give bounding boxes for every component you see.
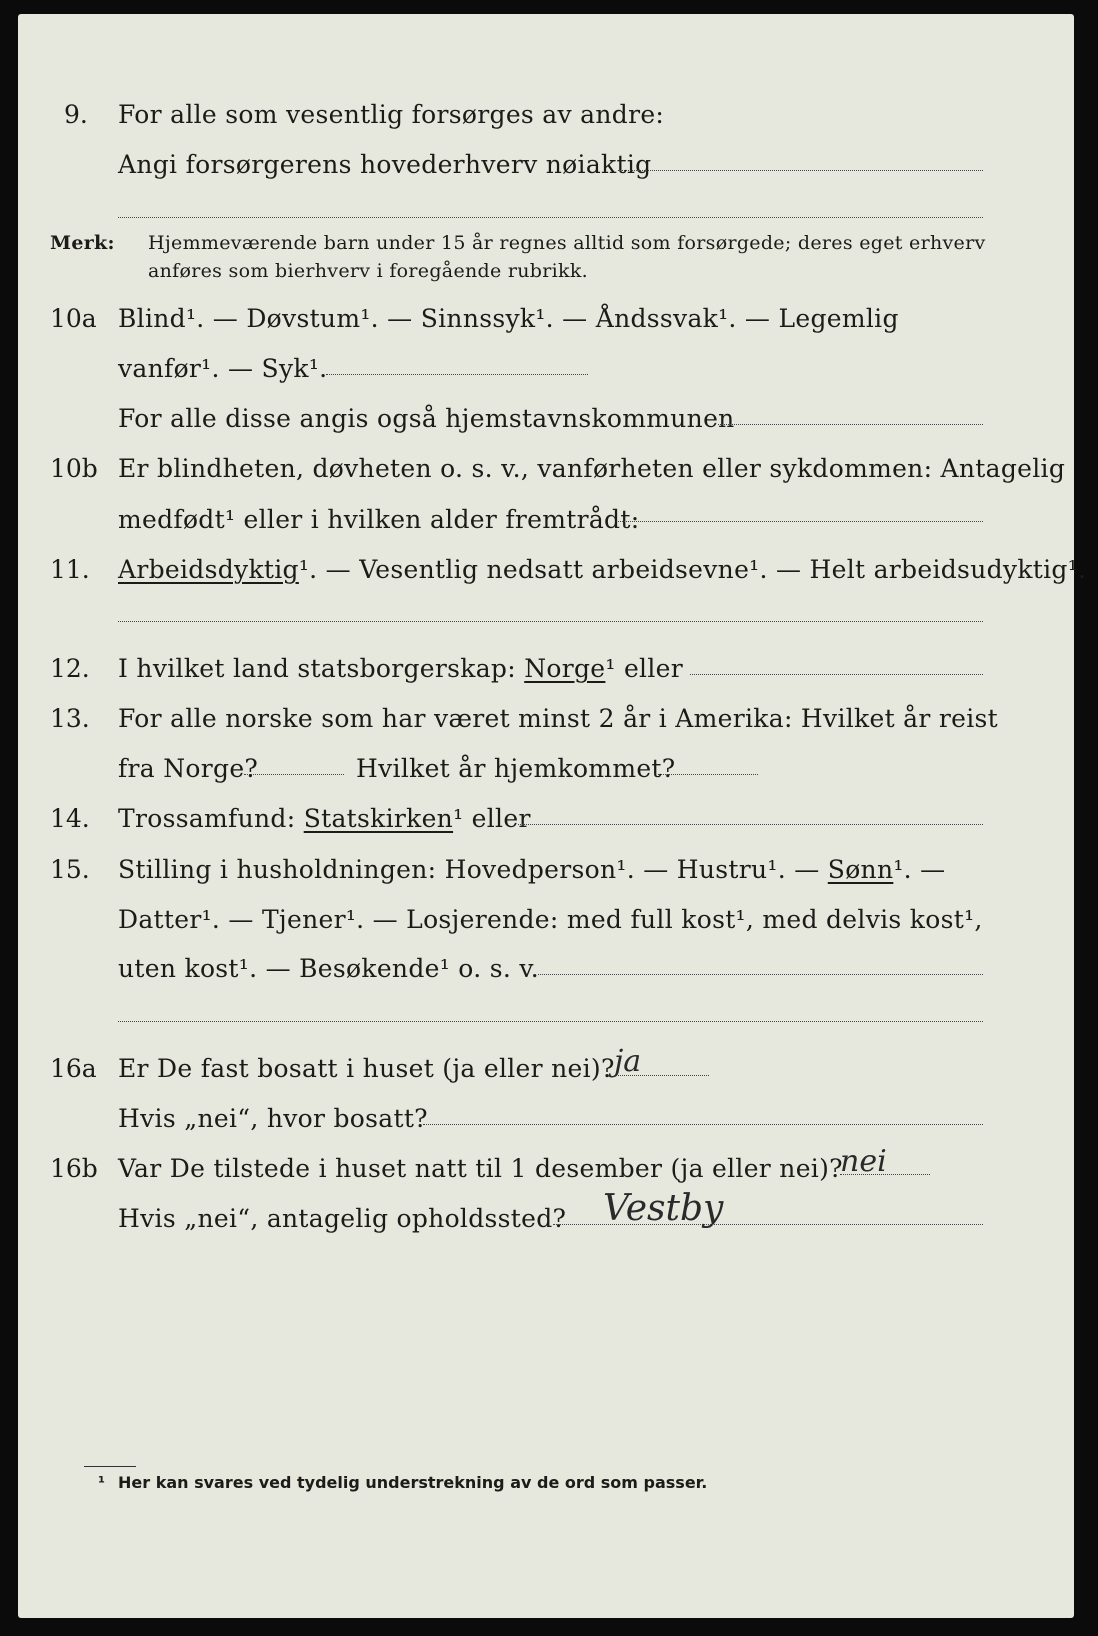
q13-left-answer-line[interactable] (244, 774, 344, 775)
q16a-residence-line[interactable] (423, 1124, 983, 1125)
merk-label: Merk: (50, 232, 115, 254)
q16b-place-line[interactable] (553, 1224, 983, 1225)
q11-answer-line[interactable] (118, 621, 983, 622)
q15-line3: uten kost¹. — Besøkende¹ o. s. v. (118, 954, 540, 983)
q10a-line3: For alle disse angis også hjemstavnskommunen (118, 404, 735, 433)
q15-number: 15. (50, 855, 90, 884)
q16b-line1: Var De tilstede i huset natt til 1 desember (ja eller nei)? (118, 1154, 843, 1183)
q16b-handwritten-place[interactable]: Vestby (603, 1188, 724, 1229)
q12-answer-line[interactable] (690, 674, 983, 675)
footnote-mark: ¹ (98, 1473, 106, 1492)
q9-number: 9. (64, 100, 88, 129)
q10b-answer-line[interactable] (618, 521, 983, 522)
q9-answer-line[interactable] (618, 170, 983, 171)
q13-line2a: fra Norge? (118, 754, 259, 783)
q12-line (118, 654, 683, 683)
q16b-handwritten-answer[interactable]: nei (840, 1144, 887, 1179)
q14-or: ¹ eller (453, 804, 531, 833)
q10b-line2: medfødt¹ eller i hvilken alder fremtrådt: (118, 505, 640, 534)
q12-question: I hvilket land statsborgerskap: (118, 654, 516, 683)
q14-question: Trossamfund: (118, 804, 296, 833)
q14-answer-line[interactable] (518, 824, 983, 825)
q13-right-answer-line[interactable] (658, 774, 758, 775)
q16a-answer-line[interactable] (614, 1075, 709, 1076)
q13-line1: For alle norske som har været minst 2 år i Amerika: Hvilket år reist (118, 704, 999, 733)
merk-line2: anføres som bierhverv i foregående rubrikk. (148, 260, 588, 282)
q11-underlined-option[interactable]: Arbeidsdyktig (118, 555, 299, 584)
merk-line1: Hjemmeværende barn under 15 år regnes alltid som forsørgede; deres eget erhverv (148, 232, 986, 254)
q16b-answer-line[interactable] (840, 1174, 930, 1175)
q14-line (118, 804, 531, 833)
q10b-number: 10b (50, 454, 98, 483)
q14-number: 14. (50, 804, 90, 833)
q13-number: 13. (50, 704, 90, 733)
q16a-handwritten-answer[interactable]: ja (614, 1044, 642, 1079)
q14-underlined-option[interactable]: Statskirken (303, 804, 454, 833)
q11-rest: ¹. — Vesentlig nedsatt arbeidsevne¹. — Helt arbeidsudyktig¹. (298, 555, 1087, 584)
q16b-number: 16b (50, 1154, 98, 1183)
q15-answer-line-2[interactable] (118, 1021, 983, 1022)
footnote-rule (84, 1466, 136, 1467)
q10b-line1: Er blindheten, døvheten o. s. v., vanførheten eller sykdommen: Antagelig (118, 454, 1066, 483)
q16b-line2: Hvis „nei“, antagelig opholdssted? (118, 1204, 567, 1233)
q10a-line2: vanfør¹. — Syk¹. (118, 354, 328, 383)
q9-answer-line-2[interactable] (118, 217, 983, 218)
q10a-line1: Blind¹. — Døvstum¹. — Sinnssyk¹. — Åndssvak¹. — Legemlig (118, 304, 899, 333)
q16a-line2: Hvis „nei“, hvor bosatt? (118, 1104, 428, 1133)
q15-line1c: ¹. — (893, 855, 946, 884)
footnote-text: Her kan svares ved tydelig understrekning av de ord som passer. (118, 1473, 708, 1492)
q11-number: 11. (50, 555, 90, 584)
q13-line2b: Hvilket år hjemkommet? (356, 754, 676, 783)
q15-line1 (118, 855, 945, 884)
q12-or: ¹ eller (605, 654, 683, 683)
q15-line2: Datter¹. — Tjener¹. — Losjerende: med full kost¹, med delvis kost¹, (118, 905, 983, 934)
q10a-answer-line[interactable] (326, 374, 588, 375)
q10a-number: 10a (50, 304, 97, 333)
q10a-municipality-line[interactable] (718, 424, 983, 425)
q16a-number: 16a (50, 1054, 97, 1083)
q12-number: 12. (50, 654, 90, 683)
q9-line1: For alle som vesentlig forsørges av andre: (118, 100, 665, 129)
q9-line2: Angi forsørgerens hovederhverv nøiaktig (118, 150, 652, 179)
q16a-line1: Er De fast bosatt i huset (ja eller nei)? (118, 1054, 615, 1083)
q15-answer-line[interactable] (538, 974, 983, 975)
census-form-page (18, 14, 1087, 1618)
q15-line1a: Stilling i husholdningen: Hovedperson¹. — Hustru¹. — (118, 855, 820, 884)
q11-line (118, 555, 1086, 584)
q15-underlined-option[interactable]: Sønn (827, 855, 894, 884)
q12-underlined-option[interactable]: Norge (524, 654, 606, 683)
